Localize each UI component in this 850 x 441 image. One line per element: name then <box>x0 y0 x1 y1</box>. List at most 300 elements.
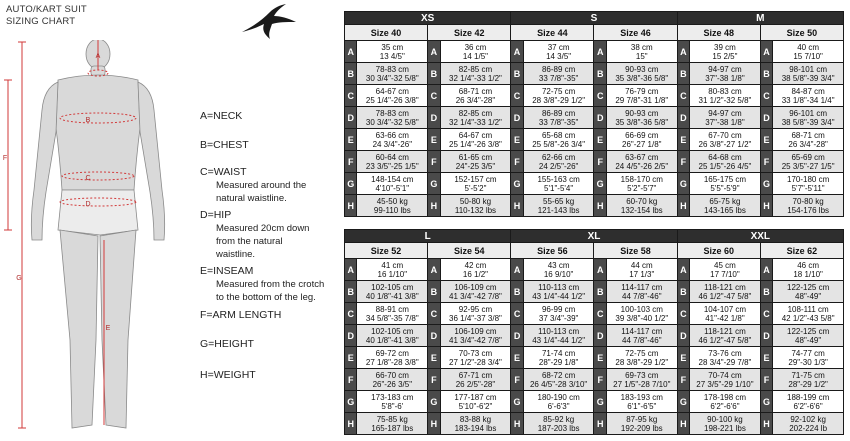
row-letter: A <box>594 41 606 63</box>
legend-item-inseam <box>200 265 324 304</box>
metric-value: 67-70 cm <box>708 130 742 140</box>
metric-value: 78-83 cm <box>375 108 409 118</box>
metric-value: 173-183 cm <box>371 392 414 402</box>
size-cell <box>357 129 428 151</box>
size-cell <box>523 413 594 435</box>
metric-value: 72-75 cm <box>541 86 576 96</box>
imperial-value: 26"-26 3/5" <box>372 379 413 389</box>
size-cell <box>606 281 677 303</box>
size-cell <box>523 41 594 63</box>
row-letter: B <box>594 281 606 303</box>
metric-value: 114-117 cm <box>621 326 663 336</box>
size-cell <box>440 391 511 413</box>
metric-value: 94-97 cm <box>708 64 742 74</box>
row-letter: H <box>677 195 689 217</box>
imperial-value: 26"-27 1/8" <box>622 139 662 149</box>
row-letter: A <box>345 259 357 281</box>
size-cell <box>523 195 594 217</box>
size-cell <box>440 369 511 391</box>
table-row <box>345 347 844 369</box>
size-header: Size 58 <box>594 243 677 259</box>
metric-value: 86-89 cm <box>541 64 576 74</box>
imperial-value: 15" <box>635 51 648 61</box>
size-cell <box>690 63 761 85</box>
table-row <box>345 85 844 107</box>
imperial-value: 24 4/5"-26 2/5" <box>615 161 669 171</box>
size-cell <box>606 413 677 435</box>
imperial-value: 5'1"-5'4" <box>544 183 574 193</box>
size-cell <box>773 195 844 217</box>
imperial-value: 16 1/2" <box>462 269 489 279</box>
size-cell <box>606 303 677 325</box>
size-cell <box>357 41 428 63</box>
size-cell <box>690 369 761 391</box>
size-group-header: XL <box>511 230 677 243</box>
row-letter: A <box>760 41 772 63</box>
imperial-value: 26 3/8"-27 1/2" <box>698 139 752 149</box>
size-cell <box>690 259 761 281</box>
label-b: B <box>85 117 91 124</box>
metric-value: 177-187 cm <box>454 392 497 402</box>
size-cell <box>690 195 761 217</box>
row-letter: B <box>511 281 523 303</box>
metric-value: 66-69 cm <box>625 130 659 140</box>
size-cell <box>773 107 844 129</box>
imperial-value: 32 1/4"-33 1/2" <box>449 73 502 83</box>
imperial-value: 37"-38 1/8" <box>705 73 745 83</box>
metric-value: 158-170 cm <box>620 174 663 184</box>
title-line-2: SIZING CHART <box>6 16 76 27</box>
row-letter: G <box>511 173 523 195</box>
imperial-value: 46 1/2"-47 5/8" <box>698 335 752 345</box>
imperial-value: 15 7/10" <box>793 51 823 61</box>
metric-value: 110-113 cm <box>538 282 580 292</box>
imperial-value: 32 1/4"-33 1/2" <box>449 117 502 127</box>
imperial-value: 30 3/4"-32 5/8" <box>365 117 419 127</box>
row-letter: E <box>428 347 440 369</box>
legend-label: C=WAIST <box>200 166 247 178</box>
table-row <box>345 107 844 129</box>
metric-value: 63-66 cm <box>375 130 409 140</box>
metric-value: 180-190 cm <box>537 392 580 402</box>
imperial-value: 27 1/8"-28 3/8" <box>365 357 419 367</box>
metric-value: 106-109 cm <box>454 282 497 292</box>
metric-value: 75-85 kg <box>376 414 408 424</box>
metric-value: 92-95 cm <box>458 304 493 314</box>
imperial-value: 24"-25 3/5" <box>455 161 496 171</box>
row-letter: F <box>594 151 606 173</box>
imperial-value: 36 1/4"-37 3/8" <box>449 313 502 323</box>
imperial-value: 187-203 lbs <box>537 423 580 433</box>
legend-item-arm-length <box>200 309 281 321</box>
imperial-value: 28 3/8"-29 1/2" <box>532 95 586 105</box>
imperial-value: 25 1/4"-26 3/8" <box>449 139 502 149</box>
table-row <box>345 281 844 303</box>
size-cell <box>523 259 594 281</box>
size-table-small <box>344 11 844 217</box>
metric-value: 46 cm <box>797 260 820 270</box>
metric-value: 68-72 cm <box>541 370 576 380</box>
imperial-value: 121-143 lbs <box>537 205 580 215</box>
table-row <box>345 303 844 325</box>
metric-value: 70-73 cm <box>458 348 493 358</box>
metric-value: 106-109 cm <box>454 326 497 336</box>
imperial-value: 38 5/8"-39 3/4" <box>781 73 835 83</box>
row-letter: C <box>594 85 606 107</box>
legend-item-waist <box>200 166 306 205</box>
row-letter: B <box>511 63 523 85</box>
size-group-header: XXL <box>677 230 843 243</box>
row-letter: G <box>594 391 606 413</box>
row-letter: C <box>511 303 523 325</box>
metric-value: 122-125 cm <box>787 326 830 336</box>
metric-value: 183-193 cm <box>620 392 663 402</box>
table-row <box>345 369 844 391</box>
row-letter: B <box>760 281 772 303</box>
metric-value: 60-64 cm <box>375 152 409 162</box>
metric-value: 55-65 kg <box>543 196 575 206</box>
row-letter: F <box>677 369 689 391</box>
imperial-value: 6'1"-6'5" <box>627 401 657 411</box>
row-letter: D <box>428 107 440 129</box>
legend-item-weight <box>200 369 256 381</box>
row-letter: G <box>760 173 772 195</box>
size-header: Size 40 <box>345 25 428 41</box>
row-letter: G <box>594 173 606 195</box>
row-letter: C <box>345 85 357 107</box>
size-cell <box>357 173 428 195</box>
row-letter: C <box>760 85 772 107</box>
size-cell <box>523 369 594 391</box>
size-cell <box>690 303 761 325</box>
size-header: Size 62 <box>760 243 843 259</box>
row-letter: B <box>594 63 606 85</box>
row-letter: C <box>677 303 689 325</box>
metric-value: 84-87 cm <box>791 86 825 96</box>
metric-value: 44 cm <box>630 260 653 270</box>
size-header: Size 52 <box>345 243 428 259</box>
row-letter: E <box>760 129 772 151</box>
size-cell <box>606 41 677 63</box>
metric-value: 102-105 cm <box>371 326 414 336</box>
legend-item-height <box>200 338 254 350</box>
metric-value: 50-80 kg <box>459 196 492 206</box>
size-header: Size 60 <box>677 243 760 259</box>
imperial-value: 23 3/5"-25 1/5" <box>365 161 419 171</box>
metric-value: 60-70 kg <box>626 196 658 206</box>
size-cell <box>357 413 428 435</box>
size-cell <box>606 85 677 107</box>
metric-value: 68-71 cm <box>791 130 825 140</box>
metric-value: 114-117 cm <box>621 282 663 292</box>
size-cell <box>773 413 844 435</box>
metric-value: 83-88 kg <box>459 414 492 424</box>
figure-torso <box>56 75 140 190</box>
imperial-value: 202-224 lb <box>789 423 828 433</box>
size-cell <box>357 391 428 413</box>
row-letter: H <box>511 413 523 435</box>
row-letter: E <box>594 129 606 151</box>
metric-value: 85-92 kg <box>543 414 575 424</box>
legend-desc: Measured from the crotch to the bottom of the leg. <box>216 279 325 303</box>
metric-value: 65-75 kg <box>709 196 741 206</box>
size-cell <box>606 195 677 217</box>
size-cell <box>773 369 844 391</box>
size-cell <box>357 369 428 391</box>
imperial-value: 132-154 lbs <box>620 205 663 215</box>
imperial-value: 5'10"-6'2" <box>458 401 493 411</box>
legend-item-neck <box>200 110 242 122</box>
size-cell <box>357 303 428 325</box>
size-group-row <box>345 230 844 243</box>
row-letter: C <box>345 303 357 325</box>
size-table-large <box>344 229 844 435</box>
imperial-value: 165-187 lbs <box>371 423 414 433</box>
row-letter: G <box>428 391 440 413</box>
size-cell <box>440 281 511 303</box>
metric-value: 69-73 cm <box>625 370 659 380</box>
imperial-value: 26 2/5"-28" <box>455 379 496 389</box>
row-letter: E <box>345 347 357 369</box>
table-row <box>345 413 844 435</box>
metric-value: 64-67 cm <box>375 86 409 96</box>
metric-value: 86-89 cm <box>541 108 576 118</box>
label-d: D <box>85 201 91 208</box>
imperial-value: 33 7/8"-35" <box>538 117 579 127</box>
row-letter: H <box>511 195 523 217</box>
size-cell <box>773 151 844 173</box>
row-letter: F <box>760 151 772 173</box>
size-group-row <box>345 12 844 25</box>
metric-value: 155-163 cm <box>537 174 580 184</box>
size-cell <box>357 325 428 347</box>
row-letter: F <box>428 369 440 391</box>
metric-value: 66-70 cm <box>375 370 409 380</box>
metric-value: 68-71 cm <box>458 86 493 96</box>
size-cell <box>440 41 511 63</box>
imperial-value: 27 1/5"-28 7/10" <box>613 379 671 389</box>
imperial-value: 28"-29 1/8" <box>538 357 579 367</box>
imperial-value: 24 2/5"-26" <box>538 161 579 171</box>
metric-value: 38 cm <box>630 42 653 52</box>
metric-value: 64-67 cm <box>458 130 493 140</box>
row-letter: E <box>511 347 523 369</box>
metric-value: 65-69 cm <box>791 152 825 162</box>
size-cell <box>440 107 511 129</box>
imperial-value: 16 9/10" <box>543 269 574 279</box>
row-letter: H <box>428 413 440 435</box>
imperial-value: 33 1/8"-34 1/4" <box>781 95 835 105</box>
row-letter: C <box>594 303 606 325</box>
imperial-value: 29 7/8"-31 1/8" <box>615 95 669 105</box>
metric-value: 72-75 cm <box>625 348 659 358</box>
size-header: Size 54 <box>428 243 511 259</box>
imperial-value: 6'2"-6'6" <box>793 401 823 411</box>
size-cell <box>690 325 761 347</box>
size-cell <box>440 195 511 217</box>
size-cell <box>523 325 594 347</box>
imperial-value: 25 3/5"-27 1/5" <box>781 161 835 171</box>
table-row <box>345 151 844 173</box>
size-cell <box>773 325 844 347</box>
size-cell <box>690 129 761 151</box>
row-letter: H <box>428 195 440 217</box>
row-letter: G <box>511 391 523 413</box>
metric-value: 90-93 cm <box>625 64 659 74</box>
table-row <box>345 195 844 217</box>
size-cell <box>690 391 761 413</box>
imperial-value: 14 1/5" <box>462 51 488 61</box>
table-row <box>345 63 844 85</box>
row-letter: D <box>594 107 606 129</box>
metric-value: 73-76 cm <box>708 348 742 358</box>
row-letter: H <box>594 195 606 217</box>
row-letter: H <box>677 413 689 435</box>
size-cell <box>606 391 677 413</box>
row-letter: C <box>760 303 772 325</box>
size-cell <box>440 63 511 85</box>
figure-shorts <box>58 190 138 235</box>
imperial-value: 5'-5'2" <box>464 183 487 193</box>
metric-value: 148-154 cm <box>371 174 414 184</box>
size-cell <box>690 347 761 369</box>
row-letter: B <box>345 63 357 85</box>
size-group-header: S <box>511 12 677 25</box>
metric-value: 37 cm <box>547 42 570 52</box>
imperial-value: 27 3/5"-29 1/10" <box>696 379 754 389</box>
metric-value: 96-101 cm <box>789 108 828 118</box>
size-cell <box>357 107 428 129</box>
size-cell <box>523 173 594 195</box>
size-cell <box>606 347 677 369</box>
imperial-value: 39 3/8"-40 1/2" <box>615 313 669 323</box>
size-cell <box>523 63 594 85</box>
metric-value: 69-72 cm <box>375 348 409 358</box>
size-cell <box>440 173 511 195</box>
metric-value: 36 cm <box>464 42 487 52</box>
imperial-value: 4'10"-5'1" <box>375 183 410 193</box>
imperial-value: 30 3/4"-32 5/8" <box>365 73 419 83</box>
row-letter: D <box>345 107 357 129</box>
imperial-value: 24 3/4"-26" <box>372 139 413 149</box>
size-cell <box>523 347 594 369</box>
metric-value: 71-75 cm <box>791 370 825 380</box>
row-letter: H <box>760 195 772 217</box>
metric-value: 88-91 cm <box>375 304 409 314</box>
legend-label: D=HIP <box>200 209 232 221</box>
size-group-header: L <box>345 230 511 243</box>
row-letter: G <box>760 391 772 413</box>
figure-left-leg <box>60 230 98 428</box>
imperial-value: 5'2"-5'7" <box>627 183 657 193</box>
size-cell <box>690 151 761 173</box>
size-cell <box>523 391 594 413</box>
row-letter: C <box>677 85 689 107</box>
size-cell <box>523 85 594 107</box>
metric-value: 71-74 cm <box>541 348 576 358</box>
size-cell <box>357 195 428 217</box>
row-letter: D <box>345 325 357 347</box>
row-letter: G <box>345 173 357 195</box>
row-letter: C <box>511 85 523 107</box>
imperial-value: 27 1/2"-28 3/4" <box>449 357 502 367</box>
row-letter: F <box>345 151 357 173</box>
size-cell <box>440 151 511 173</box>
imperial-value: 28 3/8"-29 1/2" <box>615 357 669 367</box>
size-cell <box>773 281 844 303</box>
imperial-value: 35 3/8"-36 5/8" <box>615 73 669 83</box>
imperial-value: 29"-30 1/3" <box>788 357 828 367</box>
size-cell <box>606 107 677 129</box>
row-letter: H <box>594 413 606 435</box>
table-row <box>345 41 844 63</box>
row-letter: E <box>511 129 523 151</box>
metric-value: 118-121 cm <box>704 326 746 336</box>
imperial-value: 110-132 lbs <box>454 205 497 215</box>
metric-value: 90-100 kg <box>707 414 743 424</box>
row-letter: E <box>594 347 606 369</box>
imperial-value: 42 1/2"-43 5/8" <box>781 313 835 323</box>
label-g: G <box>16 275 22 282</box>
size-group-header: M <box>677 12 843 25</box>
metric-value: 76-79 cm <box>625 86 659 96</box>
imperial-value: 192-209 lbs <box>620 423 663 433</box>
imperial-value: 33 7/8"-35" <box>538 73 579 83</box>
imperial-value: 35 3/8"-36 5/8" <box>615 117 669 127</box>
row-letter: H <box>345 413 357 435</box>
row-letter: B <box>677 63 689 85</box>
metric-value: 165-175 cm <box>703 174 747 184</box>
imperial-value: 26 4/5"-28 3/10" <box>529 379 588 389</box>
imperial-value: 46 1/2"-47 5/8" <box>698 291 752 301</box>
row-letter: D <box>511 107 523 129</box>
imperial-value: 17 7/10" <box>710 269 740 279</box>
legend-item-hip <box>200 209 309 261</box>
metric-value: 70-74 cm <box>708 370 742 380</box>
metric-value: 39 cm <box>714 42 736 52</box>
size-cell <box>773 259 844 281</box>
size-cell <box>773 41 844 63</box>
imperial-value: 143-165 lbs <box>704 205 746 215</box>
figure-right-arm <box>138 82 165 240</box>
body-figure <box>0 40 200 441</box>
metric-value: 110-113 cm <box>538 326 580 336</box>
row-letter: A <box>428 259 440 281</box>
imperial-value: 41 3/4"-42 7/8" <box>449 291 502 301</box>
label-e: E <box>105 325 111 332</box>
legend-label: B=CHEST <box>200 139 249 151</box>
table-row <box>345 391 844 413</box>
row-letter: D <box>677 107 689 129</box>
figure-left-arm <box>31 82 58 240</box>
size-cell <box>523 151 594 173</box>
imperial-value: 37"-38 1/8" <box>705 117 745 127</box>
size-cell <box>440 259 511 281</box>
size-header: Size 56 <box>511 243 594 259</box>
row-letter: G <box>345 391 357 413</box>
imperial-value: 16 1/10" <box>377 269 408 279</box>
imperial-value: 5'5"-5'9" <box>710 183 740 193</box>
metric-value: 104-107 cm <box>703 304 747 314</box>
row-letter: D <box>594 325 606 347</box>
size-cell <box>690 413 761 435</box>
size-header: Size 48 <box>677 25 760 41</box>
row-letter: D <box>677 325 689 347</box>
size-cell <box>773 63 844 85</box>
size-cell <box>440 85 511 107</box>
metric-value: 170-180 cm <box>787 174 830 184</box>
imperial-value: 37 3/4"-39" <box>538 313 579 323</box>
